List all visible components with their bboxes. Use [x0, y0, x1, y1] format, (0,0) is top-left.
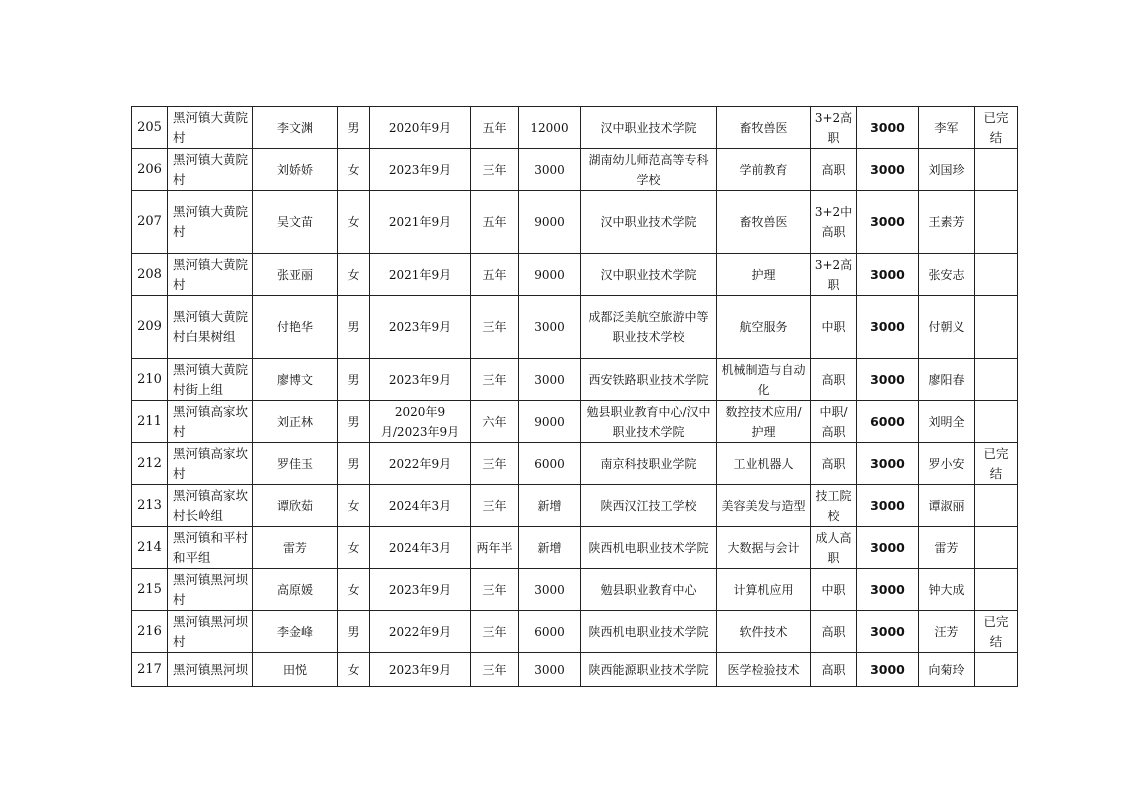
- major-cell: 机械制造与自动化: [717, 359, 811, 401]
- paid-amount-cell: 9000: [519, 254, 581, 296]
- guardian-cell: 李军: [919, 107, 975, 149]
- duration-cell: 五年: [471, 107, 519, 149]
- student-name-cell: 罗佳玉: [253, 443, 338, 485]
- enroll-date-cell: 2022年9月: [370, 443, 471, 485]
- paid-amount-cell: 3000: [519, 149, 581, 191]
- gender-cell: 男: [338, 296, 370, 359]
- aid-amount-cell: 3000: [857, 569, 919, 611]
- gender-cell: 男: [338, 443, 370, 485]
- aid-amount-cell: 3000: [857, 611, 919, 653]
- roster-sheet: [131, 106, 1017, 687]
- guardian-cell: 钟大成: [919, 569, 975, 611]
- table-row: [132, 254, 1018, 296]
- status-cell: [975, 527, 1018, 569]
- aid-amount-cell: 3000: [857, 485, 919, 527]
- student-name-cell: 高原媛: [253, 569, 338, 611]
- enroll-date-cell: 2024年3月: [370, 485, 471, 527]
- student-name-cell: 雷芳: [253, 527, 338, 569]
- guardian-cell: 廖阳春: [919, 359, 975, 401]
- enroll-date-cell: 2024年3月: [370, 527, 471, 569]
- guardian-cell: 张安志: [919, 254, 975, 296]
- aid-amount-cell: 3000: [857, 653, 919, 687]
- village-cell: 黑河镇大黄院村: [168, 254, 253, 296]
- status-cell: [975, 653, 1018, 687]
- paid-amount-cell: 9000: [519, 401, 581, 443]
- duration-cell: 三年: [471, 359, 519, 401]
- student-name-cell: 张亚丽: [253, 254, 338, 296]
- row-number: 208: [132, 254, 168, 296]
- level-cell: 高职: [811, 443, 857, 485]
- village-cell: 黑河镇黑河坝村: [168, 569, 253, 611]
- major-cell: 畜牧兽医: [717, 107, 811, 149]
- school-cell: 陕西能源职业技术学院: [581, 653, 717, 687]
- major-cell: 美容美发与造型: [717, 485, 811, 527]
- enroll-date-cell: 2023年9月: [370, 296, 471, 359]
- enroll-date-cell: 2020年9月/2023年9月: [370, 401, 471, 443]
- row-number: 211: [132, 401, 168, 443]
- duration-cell: 三年: [471, 296, 519, 359]
- table-row: [132, 107, 1018, 149]
- major-cell: 畜牧兽医: [717, 191, 811, 254]
- aid-amount-cell: 3000: [857, 359, 919, 401]
- guardian-cell: 刘国珍: [919, 149, 975, 191]
- row-number: 214: [132, 527, 168, 569]
- duration-cell: 三年: [471, 653, 519, 687]
- status-cell: [975, 296, 1018, 359]
- school-cell: 陕西机电职业技术学院: [581, 611, 717, 653]
- paid-amount-cell: 3000: [519, 359, 581, 401]
- guardian-cell: 刘明全: [919, 401, 975, 443]
- village-cell: 黑河镇大黄院村: [168, 191, 253, 254]
- guardian-cell: 汪芳: [919, 611, 975, 653]
- status-cell: [975, 149, 1018, 191]
- aid-amount-cell: 3000: [857, 107, 919, 149]
- enroll-date-cell: 2023年9月: [370, 569, 471, 611]
- village-cell: 黑河镇高家坎村: [168, 443, 253, 485]
- major-cell: 计算机应用: [717, 569, 811, 611]
- paid-amount-cell: 6000: [519, 443, 581, 485]
- row-number: 206: [132, 149, 168, 191]
- level-cell: 成人高职: [811, 527, 857, 569]
- guardian-cell: 雷芳: [919, 527, 975, 569]
- aid-amount-cell: 3000: [857, 149, 919, 191]
- duration-cell: 六年: [471, 401, 519, 443]
- village-cell: 黑河镇大黄院村: [168, 149, 253, 191]
- student-name-cell: 刘娇娇: [253, 149, 338, 191]
- aid-amount-cell: 3000: [857, 254, 919, 296]
- village-cell: 黑河镇大黄院村白果树组: [168, 296, 253, 359]
- row-number: 210: [132, 359, 168, 401]
- paid-amount-cell: 3000: [519, 296, 581, 359]
- major-cell: 软件技术: [717, 611, 811, 653]
- level-cell: 技工院校: [811, 485, 857, 527]
- level-cell: 高职: [811, 359, 857, 401]
- table-row: [132, 149, 1018, 191]
- gender-cell: 女: [338, 569, 370, 611]
- level-cell: 高职: [811, 149, 857, 191]
- status-cell: 已完结: [975, 443, 1018, 485]
- status-cell: [975, 401, 1018, 443]
- table-row: [132, 611, 1018, 653]
- paid-amount-cell: 12000: [519, 107, 581, 149]
- student-name-cell: 付艳华: [253, 296, 338, 359]
- guardian-cell: 王素芳: [919, 191, 975, 254]
- duration-cell: 三年: [471, 569, 519, 611]
- aid-amount-cell: 3000: [857, 443, 919, 485]
- table-row: [132, 191, 1018, 254]
- table-row: [132, 359, 1018, 401]
- gender-cell: 女: [338, 254, 370, 296]
- guardian-cell: 谭淑丽: [919, 485, 975, 527]
- village-cell: 黑河镇高家坎村: [168, 401, 253, 443]
- aid-amount-cell: 6000: [857, 401, 919, 443]
- table-row: [132, 485, 1018, 527]
- status-cell: [975, 569, 1018, 611]
- level-cell: 高职: [811, 653, 857, 687]
- major-cell: 工业机器人: [717, 443, 811, 485]
- level-cell: 中职: [811, 296, 857, 359]
- major-cell: 护理: [717, 254, 811, 296]
- gender-cell: 女: [338, 527, 370, 569]
- paid-amount-cell: 9000: [519, 191, 581, 254]
- school-cell: 勉县职业教育中心: [581, 569, 717, 611]
- major-cell: 学前教育: [717, 149, 811, 191]
- guardian-cell: 向菊玲: [919, 653, 975, 687]
- major-cell: 医学检验技术: [717, 653, 811, 687]
- enroll-date-cell: 2023年9月: [370, 359, 471, 401]
- level-cell: 3+2高职: [811, 107, 857, 149]
- school-cell: 陕西汉江技工学校: [581, 485, 717, 527]
- gender-cell: 男: [338, 107, 370, 149]
- table-body: [132, 107, 1018, 687]
- gender-cell: 女: [338, 653, 370, 687]
- table-row: [132, 653, 1018, 687]
- duration-cell: 三年: [471, 611, 519, 653]
- gender-cell: 男: [338, 359, 370, 401]
- school-cell: 汉中职业技术学院: [581, 107, 717, 149]
- guardian-cell: 付朝义: [919, 296, 975, 359]
- aid-amount-cell: 3000: [857, 296, 919, 359]
- village-cell: 黑河镇黑河坝: [168, 653, 253, 687]
- status-cell: [975, 191, 1018, 254]
- row-number: 212: [132, 443, 168, 485]
- table-row: [132, 527, 1018, 569]
- aid-amount-cell: 3000: [857, 527, 919, 569]
- school-cell: 西安铁路职业技术学院: [581, 359, 717, 401]
- aid-amount-cell: 3000: [857, 191, 919, 254]
- student-name-cell: 谭欣茹: [253, 485, 338, 527]
- duration-cell: 三年: [471, 149, 519, 191]
- row-number: 207: [132, 191, 168, 254]
- school-cell: 汉中职业技术学院: [581, 191, 717, 254]
- student-aid-table: [131, 106, 1018, 687]
- row-number: 217: [132, 653, 168, 687]
- row-number: 216: [132, 611, 168, 653]
- gender-cell: 女: [338, 485, 370, 527]
- school-cell: 勉县职业教育中心/汉中职业技术学院: [581, 401, 717, 443]
- enroll-date-cell: 2022年9月: [370, 611, 471, 653]
- row-number: 205: [132, 107, 168, 149]
- paid-amount-cell: 新增: [519, 485, 581, 527]
- gender-cell: 男: [338, 611, 370, 653]
- duration-cell: 五年: [471, 191, 519, 254]
- village-cell: 黑河镇高家坎村长岭组: [168, 485, 253, 527]
- student-name-cell: 李金峰: [253, 611, 338, 653]
- level-cell: 高职: [811, 611, 857, 653]
- paid-amount-cell: 新增: [519, 527, 581, 569]
- level-cell: 3+2中高职: [811, 191, 857, 254]
- major-cell: 数控技术应用/护理: [717, 401, 811, 443]
- enroll-date-cell: 2021年9月: [370, 191, 471, 254]
- school-cell: 湖南幼儿师范高等专科学校: [581, 149, 717, 191]
- major-cell: 大数据与会计: [717, 527, 811, 569]
- paid-amount-cell: 3000: [519, 653, 581, 687]
- enroll-date-cell: 2023年9月: [370, 653, 471, 687]
- student-name-cell: 吴文苗: [253, 191, 338, 254]
- status-cell: 已完结: [975, 611, 1018, 653]
- row-number: 213: [132, 485, 168, 527]
- level-cell: 中职/高职: [811, 401, 857, 443]
- table-row: [132, 443, 1018, 485]
- village-cell: 黑河镇大黄院村: [168, 107, 253, 149]
- duration-cell: 五年: [471, 254, 519, 296]
- student-name-cell: 田悦: [253, 653, 338, 687]
- school-cell: 陕西机电职业技术学院: [581, 527, 717, 569]
- school-cell: 南京科技职业学院: [581, 443, 717, 485]
- student-name-cell: 廖博文: [253, 359, 338, 401]
- table-row: [132, 401, 1018, 443]
- duration-cell: 三年: [471, 485, 519, 527]
- school-cell: 成都泛美航空旅游中等职业技术学校: [581, 296, 717, 359]
- row-number: 215: [132, 569, 168, 611]
- village-cell: 黑河镇大黄院村街上组: [168, 359, 253, 401]
- enroll-date-cell: 2020年9月: [370, 107, 471, 149]
- table-row: [132, 296, 1018, 359]
- paid-amount-cell: 6000: [519, 611, 581, 653]
- level-cell: 3+2高职: [811, 254, 857, 296]
- status-cell: [975, 359, 1018, 401]
- village-cell: 黑河镇黑河坝村: [168, 611, 253, 653]
- guardian-cell: 罗小安: [919, 443, 975, 485]
- student-name-cell: 李文渊: [253, 107, 338, 149]
- school-cell: 汉中职业技术学院: [581, 254, 717, 296]
- village-cell: 黑河镇和平村和平组: [168, 527, 253, 569]
- student-name-cell: 刘正林: [253, 401, 338, 443]
- status-cell: 已完结: [975, 107, 1018, 149]
- duration-cell: 三年: [471, 443, 519, 485]
- major-cell: 航空服务: [717, 296, 811, 359]
- paid-amount-cell: 3000: [519, 569, 581, 611]
- status-cell: [975, 485, 1018, 527]
- status-cell: [975, 254, 1018, 296]
- gender-cell: 男: [338, 401, 370, 443]
- gender-cell: 女: [338, 149, 370, 191]
- table-row: [132, 569, 1018, 611]
- enroll-date-cell: 2023年9月: [370, 149, 471, 191]
- gender-cell: 女: [338, 191, 370, 254]
- row-number: 209: [132, 296, 168, 359]
- level-cell: 中职: [811, 569, 857, 611]
- duration-cell: 两年半: [471, 527, 519, 569]
- enroll-date-cell: 2021年9月: [370, 254, 471, 296]
